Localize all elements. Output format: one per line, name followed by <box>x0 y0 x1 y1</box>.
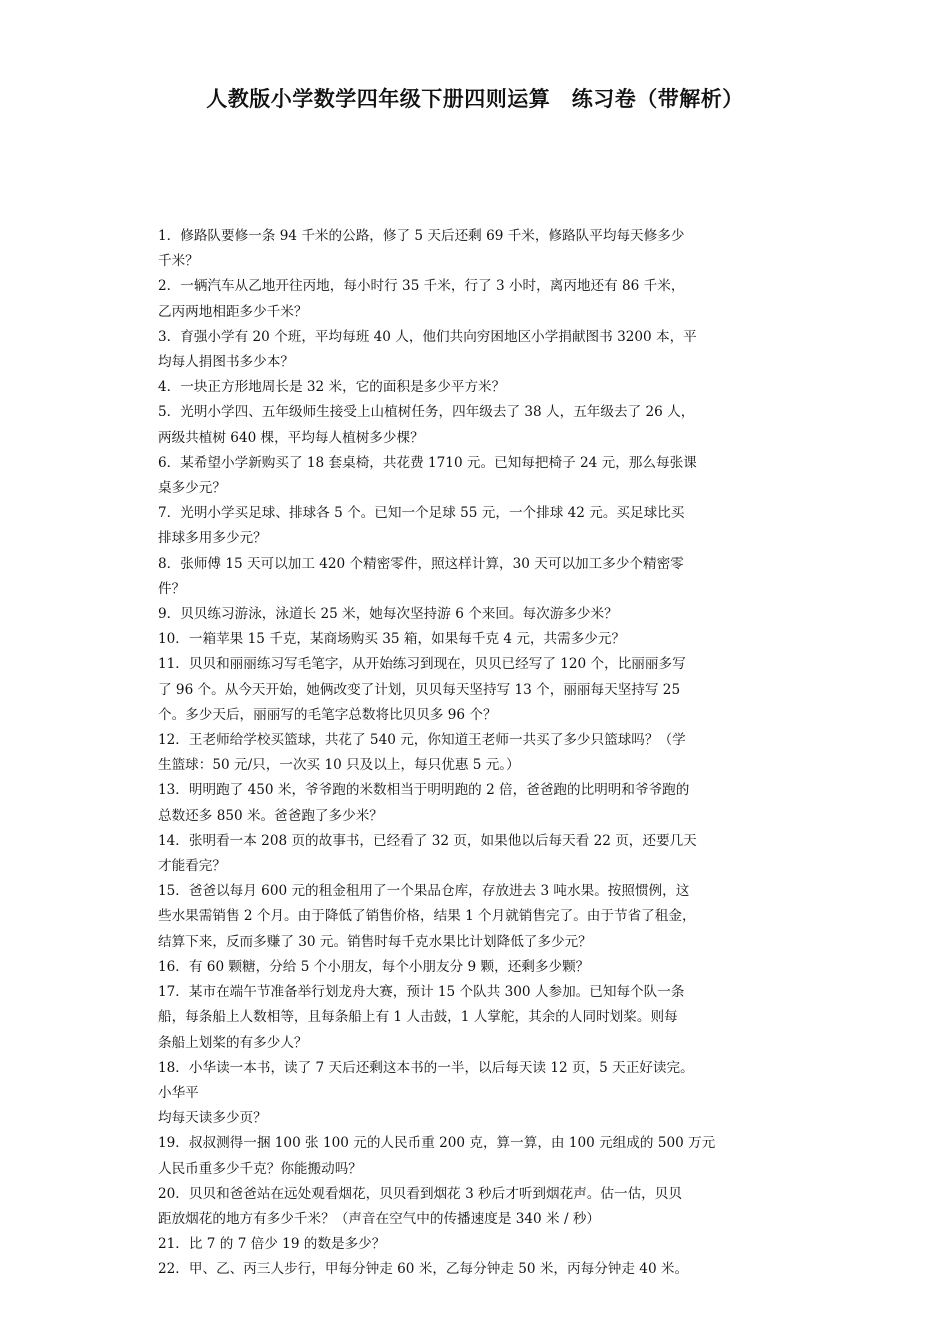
question-line: 9．贝贝练习游泳，泳道长 25 米，她每次坚持游 6 个来回。每次游多少米？ <box>158 606 618 623</box>
question-item <box>158 879 798 955</box>
question-item <box>158 552 798 602</box>
question-line: 12．王老师给学校买篮球，共花了 540 元，你知道王老师一共买了多少只篮球吗？（学 <box>158 732 686 749</box>
question-item <box>158 1056 798 1132</box>
question-line: 19．叔叔测得一捆 100 张 100 元的人民币重 200 克，算一算，由 100 元组成的 500 万元 <box>158 1135 716 1152</box>
question-item <box>158 451 798 501</box>
question-line: 2．一辆汽车从乙地开往丙地，每小时行 35 千米，行了 3 小时，离丙地还有 86 千米， <box>158 278 685 295</box>
question-line: 14．张明看一本 208 页的故事书，已经看了 32 页，如果他以后每天看 22 页，还要几天 <box>158 832 697 849</box>
question-line: 些水果需销售 2 个月。由于降低了销售价格，结果 1 个月就销售完了。由于节省了租金， <box>158 908 696 925</box>
question-line: 乙丙两地相距多少千米？ <box>158 303 308 320</box>
question-line: 千米？ <box>158 253 199 270</box>
question-line: 4．一块正方形地周长是 32 米，它的面积是多少平方米？ <box>158 379 506 396</box>
question-line: 条船上划桨的有多少人？ <box>158 1034 308 1051</box>
question-line: 件？ <box>158 580 186 597</box>
question-line: 距放烟花的地方有多少千米？（声音在空气中的传播速度是 340 米 / 秒） <box>158 1210 601 1227</box>
question-list <box>158 224 798 1283</box>
question-line: 排球多用多少元？ <box>158 530 267 547</box>
question-line: 13．明明跑了 450 米，爷爷跑的米数相当于明明跑的 2 倍，爸爸跑的比明明和爷爷跑的 <box>158 782 690 799</box>
question-line: 18．小华读一本书，读了 7 天后还剩这本书的一半，以后每天读 12 页，5 天正好读完。 <box>158 1059 694 1076</box>
question-line: 总数还多 850 米。爸爸跑了多少米？ <box>158 807 383 824</box>
question-line: 了 96 个。从今天开始，她俩改变了计划，贝贝每天坚持写 13 个，丽丽每天坚持写 25 <box>158 681 681 698</box>
question-line: 人民币重多少千克？你能搬动吗？ <box>158 1160 362 1177</box>
question-item <box>158 602 798 627</box>
question-line: 22．甲、乙、丙三人步行，甲每分钟走 60 米，乙每分钟走 50 米，丙每分钟走 40 米。 <box>158 1261 689 1278</box>
question-line: 两级共植树 640 棵，平均每人植树多少棵？ <box>158 429 424 446</box>
question-line: 均每天读多少页？ <box>158 1110 267 1127</box>
question-item <box>158 224 798 274</box>
question-line: 均每人捐图书多少本？ <box>158 354 294 371</box>
question-line: 15．爸爸以每月 600 元的租金租用了一个果品仓库，存放进去 3 吨水果。按照惯例，这 <box>158 883 690 900</box>
question-item <box>158 325 798 375</box>
page-title: 人教版小学数学四年级下册四则运算 练习卷（带解析） <box>206 87 744 111</box>
question-item <box>158 728 798 778</box>
question-line: 10．一箱苹果 15 千克，某商场购买 35 箱，如果每千克 4 元，共需多少元？ <box>158 631 626 648</box>
question-line: 3．育强小学有 20 个班，平均每班 40 人，他们共向穷困地区小学捐献图书 3200 本，平 <box>158 328 697 345</box>
question-line: 21．比 7 的 7 倍少 19 的数是多少？ <box>158 1236 386 1253</box>
question-line: 20．贝贝和爸爸站在远处观看烟花，贝贝看到烟花 3 秒后才听到烟花声。估一估，贝贝 <box>158 1185 682 1202</box>
question-item <box>158 501 798 551</box>
question-line: 16．有 60 颗糖，分给 5 个小朋友，每个小朋友分 9 颗，还剩多少颗？ <box>158 958 590 975</box>
question-line: 7．光明小学买足球、排球各 5 个。已知一个足球 55 元，一个排球 42 元。买足球比买 <box>158 505 685 522</box>
question-item <box>158 375 798 400</box>
question-line: 6．某希望小学新购买了 18 套桌椅，共花费 1710 元。已知每把椅子 24 元，那么每张课 <box>158 454 697 471</box>
question-line: 桌多少元？ <box>158 480 226 497</box>
question-line: 17．某市在端午节准备举行划龙舟大赛，预计 15 个队共 300 人参加。已知每个队一条 <box>158 984 685 1001</box>
question-item <box>158 274 798 324</box>
question-item <box>158 1131 798 1181</box>
question-item <box>158 400 798 450</box>
question-line: 5．光明小学四、五年级师生接受上山植树任务，四年级去了 38 人，五年级去了 26 人， <box>158 404 695 421</box>
question-line: 11．贝贝和丽丽练习写毛笔字，从开始练习到现在，贝贝已经写了 120 个，比丽丽多写 <box>158 656 686 673</box>
question-line: 8．张师傅 15 天可以加工 420 个精密零件，照这样计算，30 天可以加工多少个精密零 <box>158 555 684 572</box>
question-item <box>158 778 798 828</box>
question-line: 1．修路队要修一条 94 千米的公路，修了 5 天后还剩 69 千米，修路队平均每天修多少 <box>158 228 685 244</box>
question-line: 才能看完？ <box>158 858 226 875</box>
question-item <box>158 829 798 879</box>
question-line: 船，每条船上人数相等，且每条船上有 1 人击鼓，1 人掌舵，其余的人同时划桨。则每 <box>158 1009 678 1026</box>
question-line: 个。多少天后，丽丽写的毛笔字总数将比贝贝多 96 个？ <box>158 706 497 723</box>
question-line: 小华平 <box>158 1084 199 1101</box>
question-item <box>158 980 798 1056</box>
question-line: 结算下来，反而多赚了 30 元。销售时每千克水果比计划降低了多少元？ <box>158 933 592 950</box>
question-item <box>158 1182 798 1232</box>
question-item <box>158 955 798 980</box>
question-line: 生篮球：50 元/只，一次买 10 只及以上，每只优惠 5 元。） <box>158 757 520 774</box>
question-item <box>158 627 798 652</box>
question-item <box>158 652 798 728</box>
question-item <box>158 1232 798 1257</box>
question-item <box>158 1257 798 1282</box>
